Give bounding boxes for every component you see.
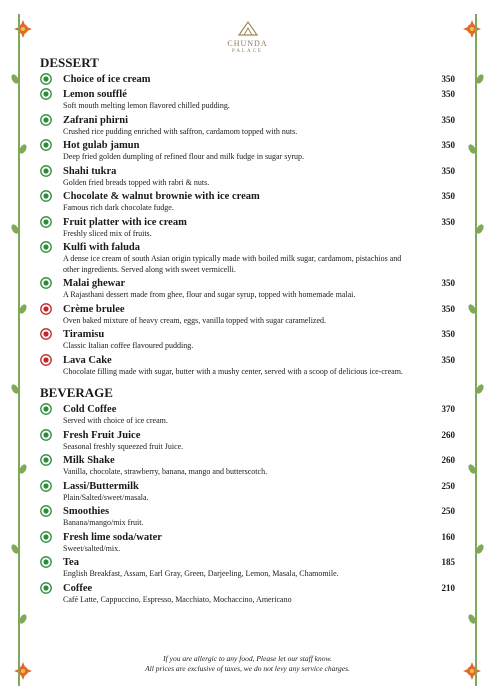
veg-indicator-icon: [40, 190, 52, 202]
menu-item: [40, 480, 455, 504]
brand-name: CHUNDA: [227, 39, 268, 48]
item-description: Sweet/salted/mix.: [63, 543, 121, 553]
item-description: Vanilla, chocolate, strawberry, banana, mango and butterscotch.: [63, 467, 268, 476]
veg-indicator-icon: [40, 139, 52, 151]
menu-item: [40, 531, 455, 555]
item-price: 350: [441, 165, 455, 176]
item-name: Shahi tukra: [63, 165, 117, 177]
item-name: Kulfi with faluda: [63, 242, 141, 253]
item-description: Deep fried golden dumpling of refined flour and milk fudge in sugar syrup.: [63, 152, 305, 161]
item-name: Cold Coffee: [63, 404, 117, 415]
item-price: 350: [441, 278, 455, 288]
item-description: Seasonal freshly squeezed fruit Juice.: [63, 441, 184, 451]
menu-item: [40, 328, 455, 352]
item-price: 350: [441, 216, 455, 227]
veg-indicator-icon: [40, 429, 52, 441]
footer-line-2: All prices are exclusive of taxes, we do not levy any service charges.: [145, 664, 350, 673]
veg-indicator-icon: [40, 165, 52, 177]
item-description: Classic Italian coffee flavoured pudding.: [63, 341, 194, 350]
item-price: 160: [441, 531, 455, 542]
menu-item: [40, 165, 455, 189]
veg-indicator-icon: [40, 582, 52, 594]
item-price: 350: [441, 303, 455, 314]
menu-item: [40, 556, 455, 580]
item-name: Tiramisu: [63, 329, 105, 340]
palace-logo-icon: [237, 20, 259, 36]
veg-indicator-icon: [40, 88, 52, 100]
veg-indicator-icon: [40, 114, 52, 126]
item-description: Chocolate filling made with sugar, butter with a mushy center, served with a scoop of delicious ice-cream.: [63, 366, 403, 376]
item-price: 350: [441, 354, 455, 365]
item-description: English Breakfast, Assam, Earl Gray, Green, Darjeeling, Lemon, Masala, Chamomile.: [63, 569, 339, 578]
menu-item: [40, 354, 455, 378]
item-name: Fruit platter with ice cream: [63, 216, 187, 228]
item-price: 185: [441, 557, 455, 567]
menu-item: [40, 241, 455, 275]
item-name: Milk Shake: [63, 455, 115, 466]
veg-indicator-icon: [40, 73, 52, 85]
item-price: 350: [441, 329, 455, 339]
item-name: Chocolate & walnut brownie with ice cream: [63, 191, 260, 202]
menu-item: [40, 114, 455, 138]
menu-item: [40, 582, 455, 606]
section-title: DESSERT: [40, 55, 99, 70]
menu-item: [40, 139, 455, 163]
item-description: Freshly sliced mix of fruits.: [63, 228, 152, 238]
item-name: Smoothies: [63, 506, 110, 517]
brand-sub: PALACE: [232, 49, 263, 54]
veg-indicator-icon: [40, 480, 52, 492]
item-name: Fresh lime soda/water: [63, 531, 162, 543]
veg-indicator-icon: [40, 216, 52, 228]
item-price: 350: [441, 191, 455, 201]
veg-indicator-icon: [40, 556, 52, 568]
item-description: A dense ice cream of south Asian origin typically made with boiled milk sugar, cardamom, pistachios and other ingredients. Served along with sweet vermicelli.: [63, 254, 402, 274]
item-description: Banana/mango/mix fruit.: [63, 518, 144, 527]
item-name: Lemon soufflé: [63, 89, 127, 100]
menu-item: [40, 505, 455, 529]
item-description: Served with choice of ice cream.: [63, 416, 168, 425]
veg-indicator-icon: [40, 277, 52, 289]
item-description: Plain/Salted/sweet/masala.: [63, 492, 149, 502]
nonveg-indicator-icon: [40, 328, 52, 340]
item-description: Famous rich dark chocolate fudge.: [63, 203, 174, 212]
item-description: Soft mouth melting lemon flavored chilled pudding.: [63, 101, 230, 110]
veg-indicator-icon: [40, 531, 52, 543]
item-description: Golden fried breads topped with rabri & nuts.: [63, 177, 210, 187]
item-name: Zafrani phirni: [63, 114, 129, 126]
menu-content: [40, 55, 455, 607]
item-name: Fresh Fruit Juice: [63, 429, 141, 441]
nonveg-indicator-icon: [40, 354, 52, 366]
menu-item: [40, 88, 455, 112]
left-vine-border: [10, 14, 28, 686]
section-title: BEVERAGE: [40, 385, 113, 400]
veg-indicator-icon: [40, 505, 52, 517]
item-name: Tea: [63, 557, 79, 568]
menu-item: [40, 216, 455, 240]
item-name: Coffee: [63, 582, 93, 594]
veg-indicator-icon: [40, 241, 52, 253]
nonveg-indicator-icon: [40, 303, 52, 315]
item-price: 350: [441, 114, 455, 125]
item-description: Crushed rice pudding enriched with saffron, cardamom topped with nuts.: [63, 126, 298, 136]
item-price: 370: [441, 404, 455, 414]
item-description: Café Latte, Cappuccino, Espresso, Macchiato, Mochaccino, Americano: [63, 594, 292, 604]
item-name: Hot gulab jamun: [63, 140, 140, 151]
item-price: 250: [441, 480, 455, 491]
item-name: Choice of ice cream: [63, 74, 151, 85]
menu-item: [40, 190, 455, 214]
menu-item: [40, 429, 455, 453]
item-description: Oven baked mixture of heavy cream, eggs, vanilla topped with sugar caramelized.: [63, 315, 327, 325]
veg-indicator-icon: [40, 403, 52, 415]
item-name: Lassi/Buttermilk: [63, 480, 139, 492]
menu-item: [40, 454, 455, 478]
item-price: 350: [441, 89, 455, 99]
item-name: Lava Cake: [63, 354, 112, 366]
footer-line-1: If you are allergic to any food, Please let our staff know.: [163, 654, 332, 663]
item-price: 350: [441, 74, 455, 84]
veg-indicator-icon: [40, 454, 52, 466]
item-price: 260: [441, 455, 455, 465]
menu-item: [40, 73, 455, 86]
item-price: 250: [441, 506, 455, 516]
item-price: 210: [441, 582, 455, 593]
right-vine-border: [467, 14, 485, 686]
menu-item: [40, 403, 455, 427]
item-name: Malai ghewar: [63, 278, 126, 289]
footer-note: [40, 654, 455, 674]
menu-item: [40, 277, 455, 301]
menu-item: [40, 303, 455, 327]
item-name: Crème brulee: [63, 303, 125, 315]
item-price: 260: [441, 429, 455, 440]
item-description: A Rajasthani dessert made from ghee, flour and sugar syrup, topped with homemade malai.: [63, 290, 356, 299]
item-price: 350: [441, 140, 455, 150]
